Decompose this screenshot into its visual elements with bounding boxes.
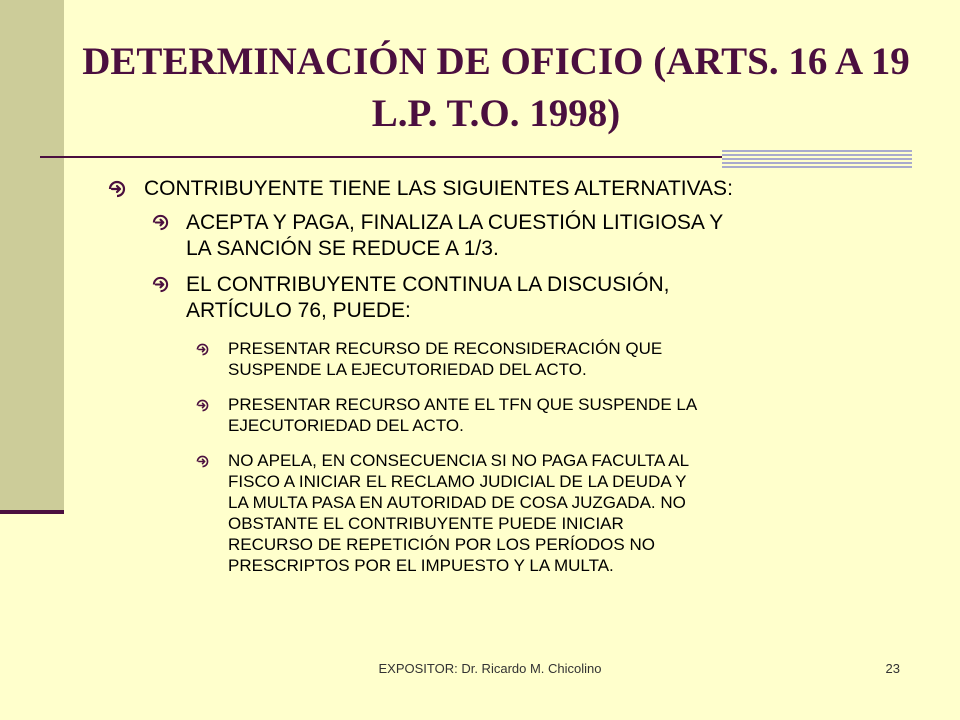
slide-title: DETERMINACIÓN DE OFICIO (ARTS. 16 A 19 L.P. T.O. 1998) (82, 40, 910, 135)
arrow-circle-right-icon (152, 210, 186, 231)
bullet-item (152, 272, 892, 324)
title-divider-accent (722, 150, 912, 168)
bullet-item (196, 394, 906, 436)
arrow-circle-right-icon (196, 338, 228, 356)
arrow-circle-right-icon (196, 450, 228, 468)
left-decor-rule (0, 510, 64, 514)
bullet-item (108, 176, 908, 202)
bullet-text: PRESENTAR RECURSO DE RECONSIDERACIÓN QUE SUSPENDE LA EJECUTORIEDAD DEL ACTO. (228, 339, 663, 379)
bullet-item (152, 210, 892, 262)
bullet-text: EL CONTRIBUYENTE CONTINUA LA DISCUSIÓN, ARTÍCULO 76, PUEDE: (186, 273, 670, 322)
left-decor-bar (0, 0, 64, 512)
slide-footer: EXPOSITOR: Dr. Ricardo M. Chicolino (378, 661, 602, 676)
bullet-text: CONTRIBUYENTE TIENE LAS SIGUIENTES ALTERNATIVAS: (144, 177, 733, 200)
title-divider (40, 156, 722, 158)
arrow-circle-right-icon (152, 272, 186, 293)
page-number: 23 (885, 661, 900, 676)
bullet-text: ACEPTA Y PAGA, FINALIZA LA CUESTIÓN LITIGIOSA Y LA SANCIÓN SE REDUCE A 1/3. (186, 211, 724, 260)
bullet-item (196, 450, 906, 576)
arrow-circle-right-icon (196, 394, 228, 412)
bullet-text: NO APELA, EN CONSECUENCIA SI NO PAGA FACULTA AL FISCO A INICIAR EL RECLAMO JUDICIAL DE LA DEUDA Y LA MULTA PASA EN AUTORIDAD DE COSA JUZGADA. NO OBSTANTE EL CONTRIBUYENTE PUEDE INICIAR RECURSO DE REPETICIÓN POR LOS PERÍODOS NO PRESCRIPTOS POR EL IMPUESTO Y LA MULTA. (228, 451, 690, 575)
bullet-text: PRESENTAR RECURSO ANTE EL TFN QUE SUSPENDE LA EJECUTORIEDAD DEL ACTO. (228, 395, 698, 435)
arrow-circle-right-icon (108, 176, 144, 198)
bullet-item (196, 338, 906, 380)
